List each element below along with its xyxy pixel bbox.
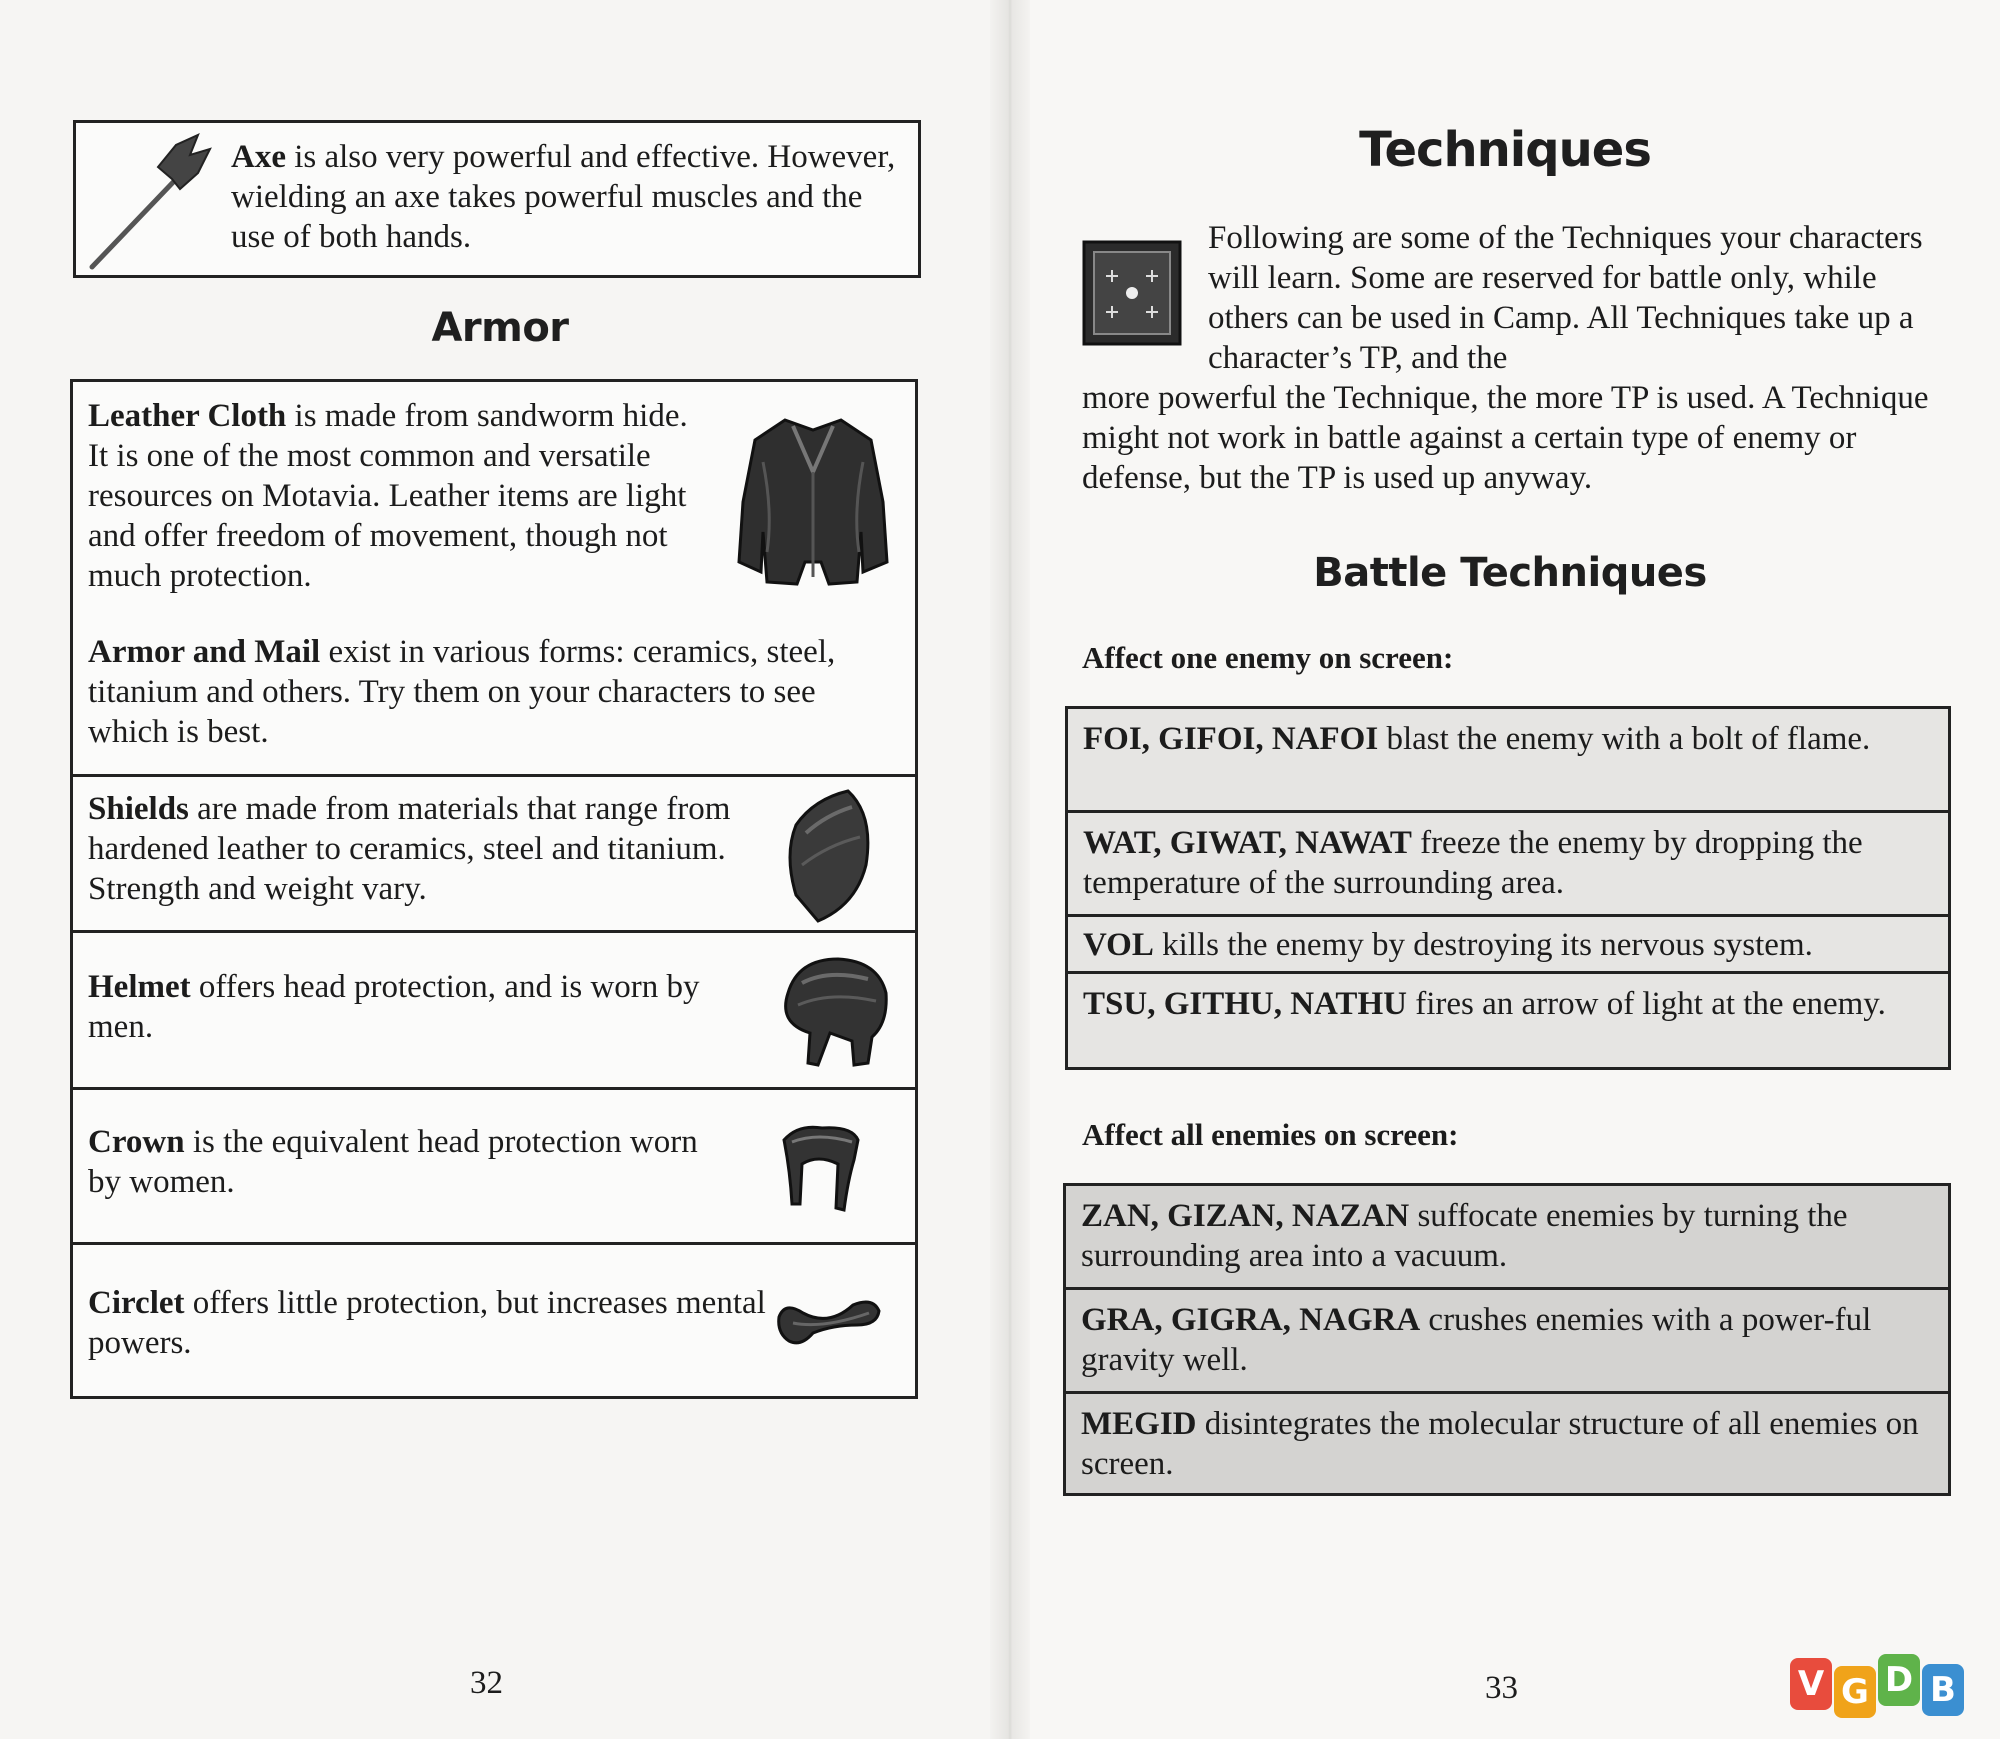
- technique-text: kills the enemy by destroying its nervous system.: [1153, 927, 1813, 963]
- armor-heading: Armor: [431, 305, 569, 351]
- leather-text: is made from sandworm hide. It is one of the most common and versatile resources on Motavia. Leather items are light and offer freedom of movement, though not much protection.: [88, 398, 688, 594]
- techniques-heading: Techniques: [1359, 122, 1651, 178]
- shield-icon: [778, 785, 878, 925]
- technique-tsu: [1083, 984, 1933, 1024]
- technique-term: TSU, GITHU, NATHU: [1083, 986, 1407, 1022]
- table-row: [1066, 1290, 1948, 1394]
- technique-text: crushes enemies with a power-ful gravity well.: [1081, 1302, 1872, 1378]
- techniques-intro-rest: more powerful the Technique, the more TP is used. A Technique might not work in battle against a certain type of enemy or defense, but the TP is used up anyway.: [1082, 380, 1929, 496]
- technique-text: blast the enemy with a bolt of flame.: [1378, 721, 1871, 757]
- helmet-description: [88, 967, 768, 1047]
- technique-term: FOI, GIFOI, NAFOI: [1083, 721, 1379, 757]
- armor-row-leather: [73, 382, 915, 777]
- leather-jacket-icon: [733, 412, 893, 592]
- helmet-term: Helmet: [88, 969, 191, 1005]
- all-enemies-table: [1063, 1183, 1951, 1496]
- shields-description: [88, 789, 808, 909]
- helmet-icon: [768, 953, 893, 1073]
- table-row: [1068, 974, 1948, 1070]
- armor-row-circlet: [73, 1245, 915, 1399]
- crown-description: [88, 1122, 728, 1202]
- armor-row-helmet: [73, 933, 915, 1090]
- technique-term: VOL: [1083, 927, 1154, 963]
- watermark-letter: G: [1834, 1666, 1876, 1718]
- page-number-left: 32: [470, 1665, 503, 1701]
- page-number-right: 33: [1485, 1670, 1518, 1706]
- armor-row-crown: [73, 1090, 915, 1245]
- techniques-intro-first: Following are some of the Techniques your characters will learn. Some are reserved for battle only, while others can be used in Camp. All Techniques take up a character’s TP, and the: [1208, 220, 1923, 376]
- technique-text: disintegrates the molecular structure of all enemies on screen.: [1081, 1406, 1919, 1482]
- one-enemy-table: [1065, 706, 1951, 1070]
- circlet-term: Circlet: [88, 1285, 185, 1321]
- watermark-letter: B: [1922, 1664, 1964, 1716]
- technique-icon: [1082, 240, 1182, 346]
- technique-text: freeze the enemy by dropping the temperature of the surrounding area.: [1083, 825, 1863, 901]
- technique-term: GRA, GIGRA, NAGRA: [1081, 1302, 1421, 1338]
- axe-text: is also very powerful and effective. However, wielding an axe takes powerful muscles and the use of both hands.: [231, 139, 896, 255]
- technique-text: suffocate enemies by turning the surrounding area into a vacuum.: [1081, 1198, 1848, 1274]
- circlet-text: offers little protection, but increases mental powers.: [88, 1285, 766, 1361]
- helmet-text: offers head protection, and is worn by men.: [88, 969, 700, 1045]
- table-row: [1068, 709, 1948, 813]
- shields-text: are made from materials that range from hardened leather to ceramics, steel and titanium. Strength and weight vary.: [88, 791, 731, 907]
- affect-one-heading: Affect one enemy on screen:: [1082, 640, 1454, 675]
- crown-text: is the equivalent head protection worn by women.: [88, 1124, 698, 1200]
- armor-mail-text: exist in various forms: ceramics, steel, titanium and others. Try them on your characters to see which is best.: [88, 634, 836, 750]
- technique-vol: [1083, 925, 1933, 965]
- vgdb-watermark-logo: [1790, 1650, 1990, 1730]
- watermark-letter: D: [1878, 1654, 1920, 1706]
- table-row: [1066, 1186, 1948, 1290]
- book-gutter: [990, 0, 1030, 1739]
- technique-text: fires an arrow of light at the enemy.: [1406, 986, 1886, 1022]
- circlet-icon: [773, 1293, 883, 1348]
- technique-gra: [1081, 1300, 1931, 1380]
- shields-term: Shields: [88, 791, 189, 827]
- leather-description: [88, 396, 708, 596]
- technique-wat: [1083, 823, 1933, 903]
- technique-zan: [1081, 1196, 1931, 1276]
- leather-term: Leather Cloth: [88, 398, 287, 434]
- technique-term: WAT, GIWAT, NAWAT: [1083, 825, 1412, 861]
- armor-mail-description: [88, 632, 888, 752]
- table-row: [1066, 1394, 1948, 1496]
- technique-term: MEGID: [1081, 1406, 1197, 1442]
- axe-term: Axe: [231, 139, 286, 175]
- armor-table: [70, 379, 918, 1399]
- table-row: [1068, 813, 1948, 917]
- battle-techniques-heading: Battle Techniques: [1313, 550, 1707, 596]
- circlet-description: [88, 1283, 768, 1363]
- technique-foi: [1083, 719, 1933, 759]
- axe-box: [73, 120, 921, 278]
- armor-row-shields: [73, 777, 915, 933]
- crown-icon: [778, 1120, 863, 1215]
- armor-mail-term: Armor and Mail: [88, 634, 321, 670]
- axe-description: [231, 137, 911, 257]
- affect-all-heading: Affect all enemies on screen:: [1082, 1117, 1459, 1152]
- table-row: [1068, 917, 1948, 974]
- crown-term: Crown: [88, 1124, 185, 1160]
- technique-term: ZAN, GIZAN, NAZAN: [1081, 1198, 1410, 1234]
- axe-icon: [80, 127, 225, 275]
- watermark-letter: V: [1790, 1658, 1832, 1710]
- technique-megid: [1081, 1404, 1931, 1484]
